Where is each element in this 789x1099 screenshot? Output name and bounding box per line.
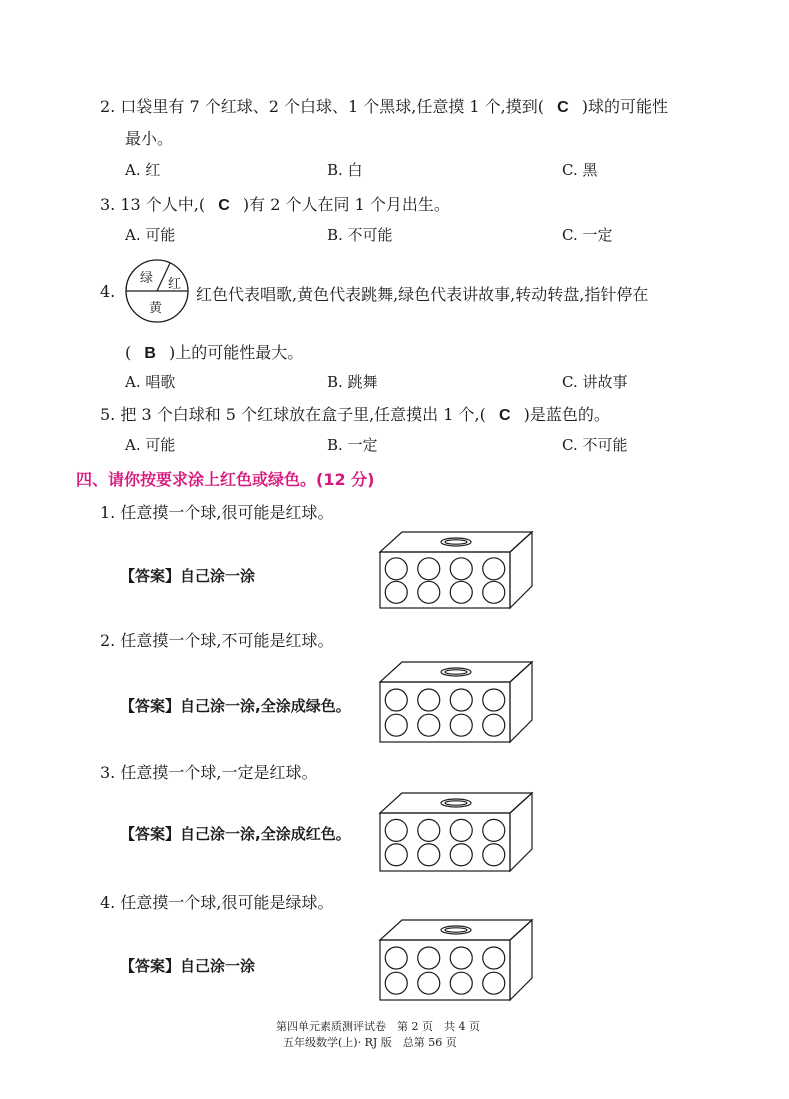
ball-hole bbox=[483, 558, 505, 580]
ball-hole bbox=[418, 947, 440, 969]
ball-hole bbox=[450, 689, 472, 711]
ball-hole bbox=[450, 819, 472, 841]
option-a: A. 可能 bbox=[125, 436, 176, 454]
option-b: B. 一定 bbox=[327, 436, 378, 454]
ball-hole bbox=[418, 972, 440, 994]
question-text: )是蓝色的。 bbox=[523, 405, 610, 424]
spinner-red-label: 红 bbox=[168, 277, 182, 292]
ball-box-4 bbox=[378, 918, 534, 1002]
answer-letter: C bbox=[218, 197, 230, 214]
ball-hole bbox=[418, 558, 440, 580]
box-slot-inner bbox=[445, 540, 467, 544]
ball-hole bbox=[450, 714, 472, 736]
question-3-line1 bbox=[100, 192, 450, 215]
section4-item-3 bbox=[100, 760, 317, 783]
ball-hole bbox=[450, 844, 472, 866]
section4-item-1 bbox=[100, 500, 333, 523]
ball-hole bbox=[450, 947, 472, 969]
option-a: A. 可能 bbox=[125, 226, 176, 244]
ball-hole bbox=[483, 972, 505, 994]
item-text: 任意摸一个球,很可能是红球。 bbox=[120, 503, 334, 522]
ball-hole bbox=[483, 819, 505, 841]
question-text: )上的可能性最大。 bbox=[169, 343, 304, 362]
ball-hole bbox=[385, 714, 407, 736]
answer-letter: C bbox=[498, 407, 511, 424]
ball-hole bbox=[418, 689, 440, 711]
question-text: 红色代表唱歌,黄色代表跳舞,绿色代表讲故事,转动转盘,指针停在 bbox=[196, 285, 649, 304]
ball-box-2 bbox=[378, 660, 534, 744]
box-front-face bbox=[380, 940, 510, 1000]
ball-hole bbox=[450, 972, 472, 994]
box-slot-inner bbox=[445, 801, 467, 805]
option-b: B. 跳舞 bbox=[327, 373, 378, 391]
box-front-face bbox=[380, 813, 510, 871]
item-number: 3. bbox=[100, 763, 116, 782]
item-number: 4. bbox=[100, 893, 116, 912]
question-number: 2. bbox=[100, 97, 116, 116]
box-top-face bbox=[380, 920, 532, 940]
question-text: )有 2 个人在同 1 个月出生。 bbox=[242, 195, 450, 214]
answer-text: 【答案】自己涂一涂,全涂成绿色。 bbox=[120, 697, 351, 715]
ball-hole bbox=[385, 844, 407, 866]
question-2-line2: 最小。 bbox=[125, 129, 174, 148]
item-text: 任意摸一个球,很可能是绿球。 bbox=[120, 893, 334, 912]
ball-hole bbox=[483, 844, 505, 866]
box-slot-inner bbox=[445, 928, 467, 932]
spinner-yellow-label: 黄 bbox=[149, 301, 163, 316]
ball-hole bbox=[418, 714, 440, 736]
question-text: 13 个人中,( bbox=[120, 195, 206, 214]
box-side-face bbox=[510, 662, 532, 742]
option-c: C. 讲故事 bbox=[562, 373, 628, 391]
ball-hole bbox=[385, 947, 407, 969]
ball-hole bbox=[418, 819, 440, 841]
option-c: C. 黑 bbox=[562, 161, 598, 179]
option-a: A. 唱歌 bbox=[125, 373, 176, 391]
item-number: 2. bbox=[100, 631, 116, 650]
question-4-line2 bbox=[125, 340, 303, 363]
question-2-line1 bbox=[100, 94, 668, 117]
ball-hole bbox=[385, 558, 407, 580]
ball-hole bbox=[483, 947, 505, 969]
box-side-face bbox=[510, 920, 532, 1000]
answer-text: 【答案】自己涂一涂,全涂成红色。 bbox=[120, 825, 351, 843]
answer-letter: B bbox=[144, 345, 156, 362]
ball-hole bbox=[450, 581, 472, 603]
footer-line-1: 第四单元素质测评试卷 第 2 页 共 4 页 bbox=[276, 1020, 480, 1033]
option-c: C. 不可能 bbox=[562, 436, 628, 454]
question-text: )球的可能性 bbox=[581, 97, 669, 116]
ball-hole bbox=[385, 819, 407, 841]
question-number: 5. bbox=[100, 405, 116, 424]
ball-hole bbox=[483, 689, 505, 711]
question-number: 3. bbox=[100, 195, 116, 214]
box-top-face bbox=[380, 793, 532, 813]
ball-box-1 bbox=[378, 530, 534, 610]
box-top-face bbox=[380, 532, 532, 552]
answer-text: 【答案】自己涂一涂 bbox=[120, 567, 256, 585]
paren-open: ( bbox=[125, 343, 132, 362]
box-front-face bbox=[380, 552, 510, 608]
option-c: C. 一定 bbox=[562, 226, 613, 244]
section4-item-2 bbox=[100, 628, 333, 651]
ball-hole bbox=[418, 844, 440, 866]
section4-item-4 bbox=[100, 890, 333, 913]
question-text: 口袋里有 7 个红球、2 个白球、1 个黑球,任意摸 1 个,摸到( bbox=[120, 97, 545, 116]
ball-hole bbox=[418, 581, 440, 603]
box-slot-inner bbox=[445, 670, 467, 674]
item-number: 1. bbox=[100, 503, 116, 522]
option-a: A. 红 bbox=[125, 161, 161, 179]
ball-box-3 bbox=[378, 791, 534, 873]
box-front-face bbox=[380, 682, 510, 742]
ball-hole bbox=[385, 581, 407, 603]
box-top-face bbox=[380, 662, 532, 682]
footer-line-2: 五年级数学(上)· RJ 版 总第 56 页 bbox=[283, 1036, 457, 1049]
question-5-line1 bbox=[100, 402, 610, 425]
question-text: 把 3 个白球和 5 个红球放在盒子里,任意摸出 1 个,( bbox=[120, 405, 486, 424]
spinner-green-label: 绿 bbox=[140, 271, 154, 286]
option-b: B. 不可能 bbox=[327, 226, 393, 244]
answer-letter: C bbox=[557, 99, 569, 116]
ball-hole bbox=[483, 581, 505, 603]
item-text: 任意摸一个球,一定是红球。 bbox=[120, 763, 318, 782]
question-number: 4. bbox=[100, 282, 116, 301]
box-side-face bbox=[510, 532, 532, 608]
answer-text: 【答案】自己涂一涂 bbox=[120, 957, 256, 975]
box-side-face bbox=[510, 793, 532, 871]
section-heading: 四、请你按要求涂上红色或绿色。(12 分) bbox=[76, 470, 375, 489]
spinner-diagram bbox=[124, 258, 190, 324]
option-b: B. 白 bbox=[327, 161, 363, 179]
ball-hole bbox=[483, 714, 505, 736]
ball-hole bbox=[385, 972, 407, 994]
item-text: 任意摸一个球,不可能是红球。 bbox=[120, 631, 334, 650]
ball-hole bbox=[385, 689, 407, 711]
ball-hole bbox=[450, 558, 472, 580]
